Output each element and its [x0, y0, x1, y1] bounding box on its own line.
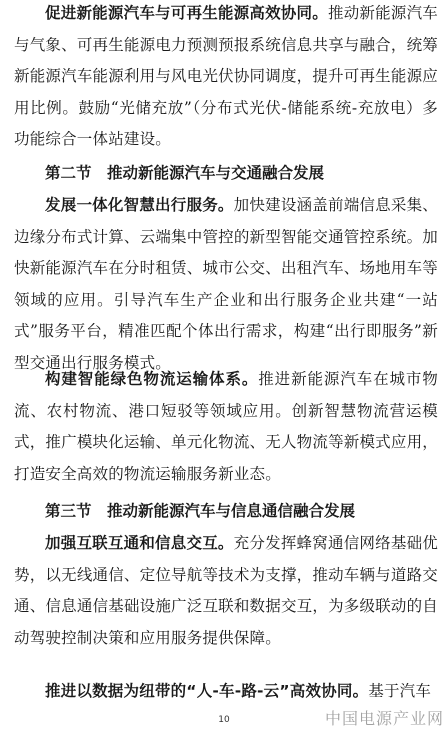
paragraph-smart-mobility [14, 190, 438, 380]
paragraph-text: 推动新能源汽车与气象、可再生能源电力预测预报系统信息共享与融合，统筹新能源汽车能源利用与风电光伏协同调度，提升可再生能源应用比例。鼓励“光储充放”（分布式光伏-储能系统-充放电）多功能综合一体站建设。 [14, 4, 438, 149]
paragraph-lead: 加强互联互通和信息交互。 [45, 534, 234, 552]
paragraph-renewable-synergy [14, 0, 438, 156]
paragraph-lead: 推进以数据为纽带的“人-车-路-云”高效协同。 [45, 682, 369, 700]
section-heading-ict: 第三节 推动新能源汽车与信息通信融合发展 [45, 502, 356, 520]
paragraph-logistics [14, 364, 438, 490]
page-number: 10 [218, 715, 230, 725]
paragraph-lead: 发展一体化智慧出行服务。 [45, 196, 234, 214]
paragraph-interconnection [14, 528, 438, 654]
paragraph-text: 加快建设涵盖前端信息采集、边缘分布式计算、云端集中管控的新型智能交通管控系统。加快新能源汽车在分时租赁、城市公交、出租汽车、场地用车等领域的应用。引导汽车生产企业和出行服务企业共建“一站式”服务平台，精准匹配个体出行需求，构建“出行即服务”新型交通出行服务模式。 [14, 196, 438, 372]
paragraph-lead: 促进新能源汽车与可再生能源高效协同。 [45, 4, 328, 22]
paragraph-text: 充分发挥蜂窝通信网络基础优势，以无线通信、定位导航等技术为支撑，推动车辆与道路交通、信息通信基础设施广泛互联和数据交互，为多级联动的自动驾驶控制决策和应用服务提供保障。 [14, 534, 438, 647]
paragraph-text: 基于汽车 [368, 682, 432, 700]
paragraph-data-coordination [14, 676, 438, 708]
watermark: 中国电源产业网 [324, 709, 444, 728]
paragraph-text: 推进新能源汽车在城市物流、农村物流、港口短驳等领域应用。创新智慧物流营运模式，推广模块化运输、单元化物流、无人物流等新模式应用，打造安全高效的物流运输服务新业态。 [14, 370, 439, 483]
paragraph-lead: 构建智能绿色物流运输体系。 [45, 370, 259, 388]
section-heading-transport: 第二节 推动新能源汽车与交通融合发展 [45, 164, 325, 182]
